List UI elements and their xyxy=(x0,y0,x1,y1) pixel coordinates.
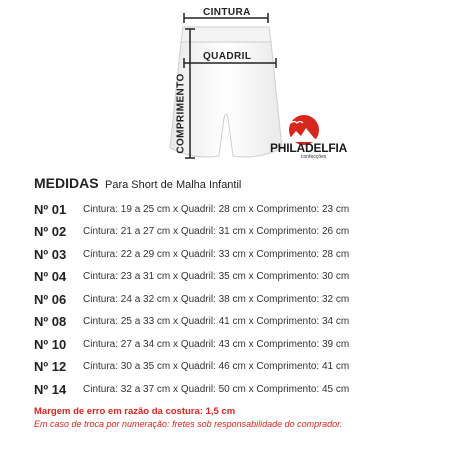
size-row xyxy=(34,288,434,311)
size-row xyxy=(34,333,434,356)
shorts-illustration xyxy=(0,0,450,170)
size-number: Nº 14 xyxy=(34,381,67,397)
size-row xyxy=(34,266,434,289)
size-description: Cintura: 21 a 27 cm x Quadril: 31 cm x Comprimento: 26 cm xyxy=(83,226,350,238)
size-list xyxy=(34,198,434,401)
size-row xyxy=(34,243,434,266)
size-number: Nº 04 xyxy=(34,269,67,285)
brand-name: PHILADELFIA xyxy=(270,141,348,155)
size-number: Nº 01 xyxy=(34,201,67,217)
size-number: Nº 12 xyxy=(34,359,67,375)
measurements-heading xyxy=(34,175,241,193)
size-description: Cintura: 27 a 34 cm x Quadril: 43 cm x Comprimento: 39 cm xyxy=(83,338,350,350)
size-description: Cintura: 23 a 31 cm x Quadril: 35 cm x Comprimento: 30 cm xyxy=(83,271,350,283)
size-number: Nº 10 xyxy=(34,336,67,352)
size-number: Nº 02 xyxy=(34,224,67,240)
comprimento-label: COMPRIMENTO xyxy=(175,73,187,154)
brand-subtitle: confecções xyxy=(301,154,327,160)
size-row xyxy=(34,198,434,221)
size-number: Nº 08 xyxy=(34,314,67,330)
size-row xyxy=(34,378,434,401)
heading-title: MEDIDAS xyxy=(34,175,99,191)
size-number: Nº 06 xyxy=(34,291,67,307)
quadril-label: QUADRIL xyxy=(203,51,252,62)
size-row xyxy=(34,221,434,244)
size-description: Cintura: 22 a 29 cm x Quadril: 33 cm x Comprimento: 28 cm xyxy=(83,248,350,260)
size-row xyxy=(34,311,434,334)
size-row xyxy=(34,356,434,379)
cintura-label: CINTURA xyxy=(203,7,251,18)
size-description: Cintura: 19 a 25 cm x Quadril: 28 cm x Comprimento: 23 cm xyxy=(83,203,350,215)
size-description: Cintura: 24 a 32 cm x Quadril: 38 cm x Comprimento: 32 cm xyxy=(83,293,350,305)
size-description: Cintura: 25 a 33 cm x Quadril: 41 cm x Comprimento: 34 cm xyxy=(83,316,350,328)
size-description: Cintura: 30 a 35 cm x Quadril: 46 cm x Comprimento: 41 cm xyxy=(83,361,350,373)
shorts-measurement-figure xyxy=(0,0,450,170)
size-number: Nº 03 xyxy=(34,246,67,262)
sewing-margin-note: Margem de erro em razão da costura: 1,5 cm xyxy=(34,406,236,417)
heading-subtitle: Para Short de Malha Infantil xyxy=(105,179,242,191)
size-description: Cintura: 32 a 37 cm x Quadril: 50 cm x Comprimento: 45 cm xyxy=(83,383,350,395)
exchange-shipping-note: Em caso de troca por numeração: fretes sob responsabilidade do comprador. xyxy=(34,419,343,429)
